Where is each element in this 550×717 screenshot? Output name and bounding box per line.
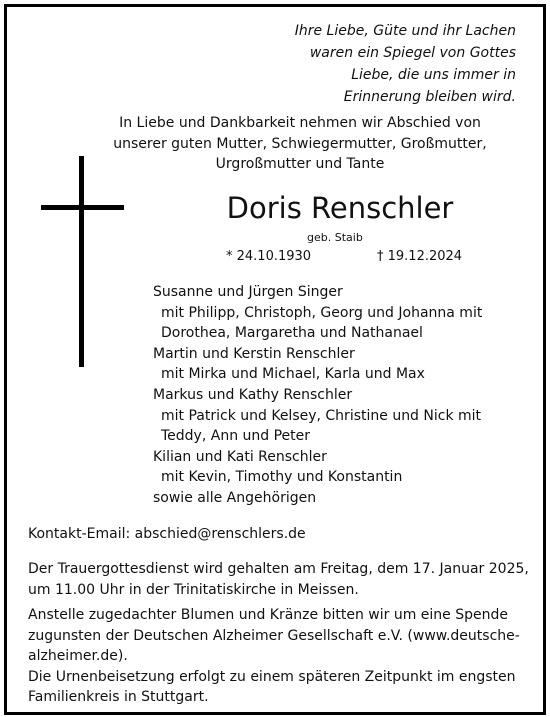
service-notes	[28, 559, 529, 708]
intro-line: In Liebe und Dankbarkeit nehmen wir Abschied von	[119, 115, 481, 131]
notes-line: Die Urnenbeisetzung erfolgt zu einem späteren Zeitpunkt im engsten	[28, 668, 516, 685]
intro-line: Urgroßmutter und Tante	[215, 156, 385, 172]
notes-line: Familienkreis in Stuttgart.	[28, 689, 209, 705]
quote-line: Ihre Liebe, Güte und ihr Lachen	[294, 23, 516, 39]
family-line: mit Kevin, Timothy und Konstantin	[161, 469, 403, 486]
memorial-quote	[0, 20, 516, 108]
family-list	[153, 282, 482, 509]
family-line: Dorothea, Margaretha und Nathanael	[161, 325, 423, 342]
quote-line: waren ein Spiegel von Gottes	[309, 45, 516, 61]
contact-email: Kontakt-Email: abschied@renschlers.de	[28, 526, 306, 542]
family-line: Susanne und Jürgen Singer	[153, 284, 343, 300]
notes-line: Der Trauergottesdienst wird gehalten am Freitag, dem 17. Januar 2025,	[28, 561, 529, 577]
family-line: sowie alle Angehörigen	[153, 489, 317, 506]
birth-date: * 24.10.1930	[226, 249, 312, 264]
notes-line: alzheimer.de).	[28, 648, 128, 664]
family-line: mit Mirka und Michael, Karla und Max	[161, 366, 425, 383]
cross-icon	[79, 156, 84, 367]
notes-line: zugunsten der Deutschen Alzheimer Gesellschaft e.V. (www.deutsche-	[28, 627, 520, 644]
quote-line: Liebe, die uns immer in	[351, 67, 516, 83]
intro-line: unserer guten Mutter, Schwiegermutter, Großmutter,	[113, 135, 487, 152]
family-line: Kilian und Kati Renschler	[153, 448, 327, 465]
family-line: Martin und Kerstin Renschler	[153, 345, 355, 362]
maiden-name: geb. Staib	[307, 231, 363, 244]
family-line: mit Philipp, Christoph, Georg und Johanna mit	[161, 304, 483, 321]
family-line: Teddy, Ann und Peter	[161, 428, 311, 445]
family-line: Markus und Kathy Renschler	[153, 386, 353, 403]
farewell-intro	[80, 113, 520, 175]
notes-line: um 11.00 Uhr in der Trinitatiskirche in Meissen.	[28, 581, 359, 598]
notes-line: Anstelle zugedachter Blumen und Kränze bitten wir um eine Spende	[28, 607, 508, 623]
family-line: mit Patrick und Kelsey, Christine und Nick mit	[161, 407, 482, 424]
quote-line: Erinnerung bleiben wird.	[343, 89, 516, 105]
deceased-name: Doris Renschler	[226, 191, 454, 225]
death-date: † 19.12.2024	[377, 249, 463, 264]
